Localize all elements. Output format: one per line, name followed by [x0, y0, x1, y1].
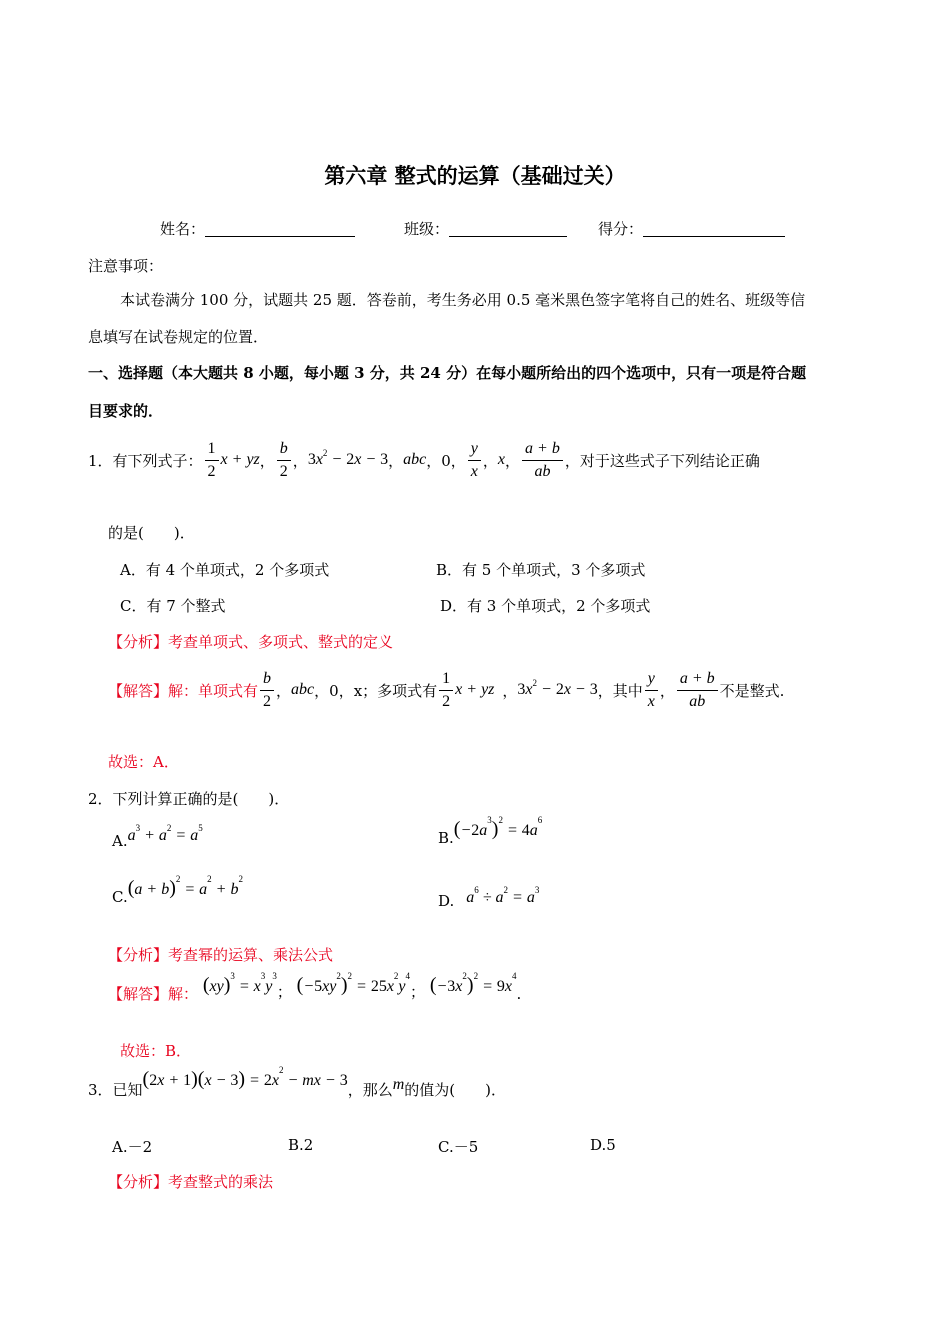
q1-answer-c: ，其中 [597, 681, 643, 700]
q3-option-c[interactable]: C.－5 [438, 1138, 479, 1156]
q2-option-d-expr: $a^6 \div a^2 = a^3$ [466, 885, 540, 906]
q2-option-b-expr: $(-2a^3)^2 = 4a^6$ [453, 815, 543, 840]
q3-mid: ，那么 [347, 1081, 393, 1099]
q2-option-a[interactable] [112, 823, 203, 851]
q1-answer: 【解答】 解：单项式有 $\frac{b}{2}$ ， abc ，0，x；多项式有 $\frac{1}{2}$ x + yz ， $3x^2 - 2x - 3$ ，其中 $\frac{y}{x}$ ， $\frac{a + b}{ab}$ 不是整式. [108, 660, 784, 720]
q1-answer-expr-2: abc [291, 681, 315, 698]
notice-label: 注意事项： [88, 257, 164, 275]
q1-choice: 故选：A． [108, 753, 179, 771]
question-1: 1．有下列式子： $\frac{1}{2}$ x + yz ， $\frac{b}{2}$ ， $3x^2 - 2x - 3$ ， abc ，0， $\frac{y}{x}$ ， x ， $\frac{a + b}{ab}$ ，对于这些式子下列结论正确 [88, 430, 760, 490]
q2-option-a-expr: $a^3 + a^2 = a^5$ [127, 823, 203, 844]
q2-analysis: 【分析】考查幂的运算、乘法公式 [108, 946, 334, 964]
q1-expr-4: abc [403, 451, 427, 468]
q3-option-b[interactable]: B.2 [288, 1136, 314, 1154]
q1-expr-7: $\frac{a + b}{ab}$ [520, 438, 565, 483]
q2-option-b[interactable] [438, 815, 543, 849]
q3-option-a[interactable]: A.－2 [112, 1138, 153, 1156]
q1-expr-2: $\frac{b}{2}$ [275, 438, 293, 483]
q1-answer-expr-3: $\frac{1}{2}$ x + yz [437, 668, 494, 713]
q2-option-c-label: C. [112, 888, 128, 906]
q2-option-c[interactable] [112, 874, 243, 908]
q1-tail: ，对于这些式子下列结论正确 [564, 451, 760, 470]
q2-answer-a: 解： [168, 985, 199, 1003]
q2-option-d[interactable] [438, 885, 540, 911]
q2-answer-tag: 【解答】 [108, 985, 169, 1003]
q1-answer-expr-4: $3x^2 - 2x - 3$ [517, 678, 598, 698]
q1-answer-b: ，0，x；多项式有 [314, 681, 438, 700]
q2-answer-expr-2: $(-5xy^2)^2 = 25x^2y^4$ [296, 971, 411, 996]
q1-expr-3: $3x^2 - 2x - 3$ [307, 448, 389, 468]
q2-answer: 【解答】解： $(xy)^3 = x^3y^3$； $(-5xy^2)^2 = 25x^2y^4$； $(-3x^2)^2 = 9x^4$. [108, 971, 522, 1003]
q2-answer-expr-1: $(xy)^3 = x^3y^3$ [202, 971, 277, 996]
score-label: 得分： [598, 220, 644, 238]
section1-line-1: 一、选择题（本大题共 8 小题，每小题 3 分，共 24 分）在每小题所给出的四个选项中，只有一项是符合题 [88, 364, 807, 382]
q2-lead: 2．下列计算正确的是( )． [88, 790, 290, 808]
q1-option-a[interactable]: A．有 4 个单项式，2 个多项式 [120, 561, 330, 579]
q1-continuation: 的是( )． [108, 524, 195, 542]
q1-option-c[interactable]: C．有 7 个整式 [120, 597, 226, 615]
q2-option-a-label: A. [112, 832, 128, 850]
question-3 [88, 1065, 506, 1101]
page-title: 第六章 整式的运算（基础过关） [324, 164, 626, 188]
class-label: 班级： [404, 220, 450, 238]
q3-tail: 的值为( )． [404, 1081, 506, 1099]
q1-expr-5: $\frac{y}{x}$ [466, 438, 483, 483]
q1-analysis: 【分析】考查单项式、多项式、整式的定义 [108, 633, 394, 651]
q3-analysis: 【分析】考查整式的乘法 [108, 1173, 274, 1191]
q1-answer-a: 解：单项式有 [168, 681, 259, 700]
notice-line-1: 本试卷满分 100 分，试题共 25 题．答卷前，考生务必用 0.5 毫米黑色签字笔将自己的姓名、班级等信 [120, 291, 806, 309]
q1-option-d[interactable]: D．有 3 个单项式，2 个多项式 [440, 597, 651, 615]
q1-answer-expr-1: $\frac{b}{2}$ [258, 668, 276, 713]
q2-option-d-label: D. [438, 892, 455, 910]
score-field[interactable] [598, 218, 785, 239]
q3-option-d[interactable]: D.5 [590, 1136, 616, 1154]
q2-option-c-expr: $(a + b)^2 = a^2 + b^2$ [127, 874, 243, 899]
q1-answer-tag: 【解答】 [108, 681, 169, 700]
q1-answer-d: 不是整式. [719, 681, 785, 700]
q3-var-m: m [392, 1076, 405, 1093]
q1-expr-1: $\frac{1}{2}$ x + yz [203, 438, 260, 483]
class-field[interactable] [404, 218, 567, 239]
q3-expr: $(2x + 1)(x - 3) = 2x^2$ − mx − 3 [142, 1065, 348, 1090]
notice-line-2: 息填写在试卷规定的位置． [88, 328, 269, 346]
q2-choice: 故选：B． [120, 1042, 192, 1060]
q1-option-b[interactable]: B．有 5 个单项式，3 个多项式 [436, 561, 646, 579]
q1-answer-expr-6: $\frac{a + b}{ab}$ [675, 668, 720, 713]
q1-answer-expr-5: $\frac{y}{x}$ [643, 668, 660, 713]
q3-lead: 3．已知 [88, 1081, 143, 1099]
name-label: 姓名： [160, 220, 206, 238]
section1-line-2: 目要求的． [88, 402, 164, 420]
name-field[interactable] [160, 218, 355, 239]
q1-lead: 1．有下列式子： [88, 451, 203, 470]
q1-expr-6: x [497, 451, 506, 468]
q2-answer-expr-3: $(-3x^2)^2 = 9x^4$ [429, 971, 517, 996]
q2-option-b-label: B. [438, 829, 454, 847]
